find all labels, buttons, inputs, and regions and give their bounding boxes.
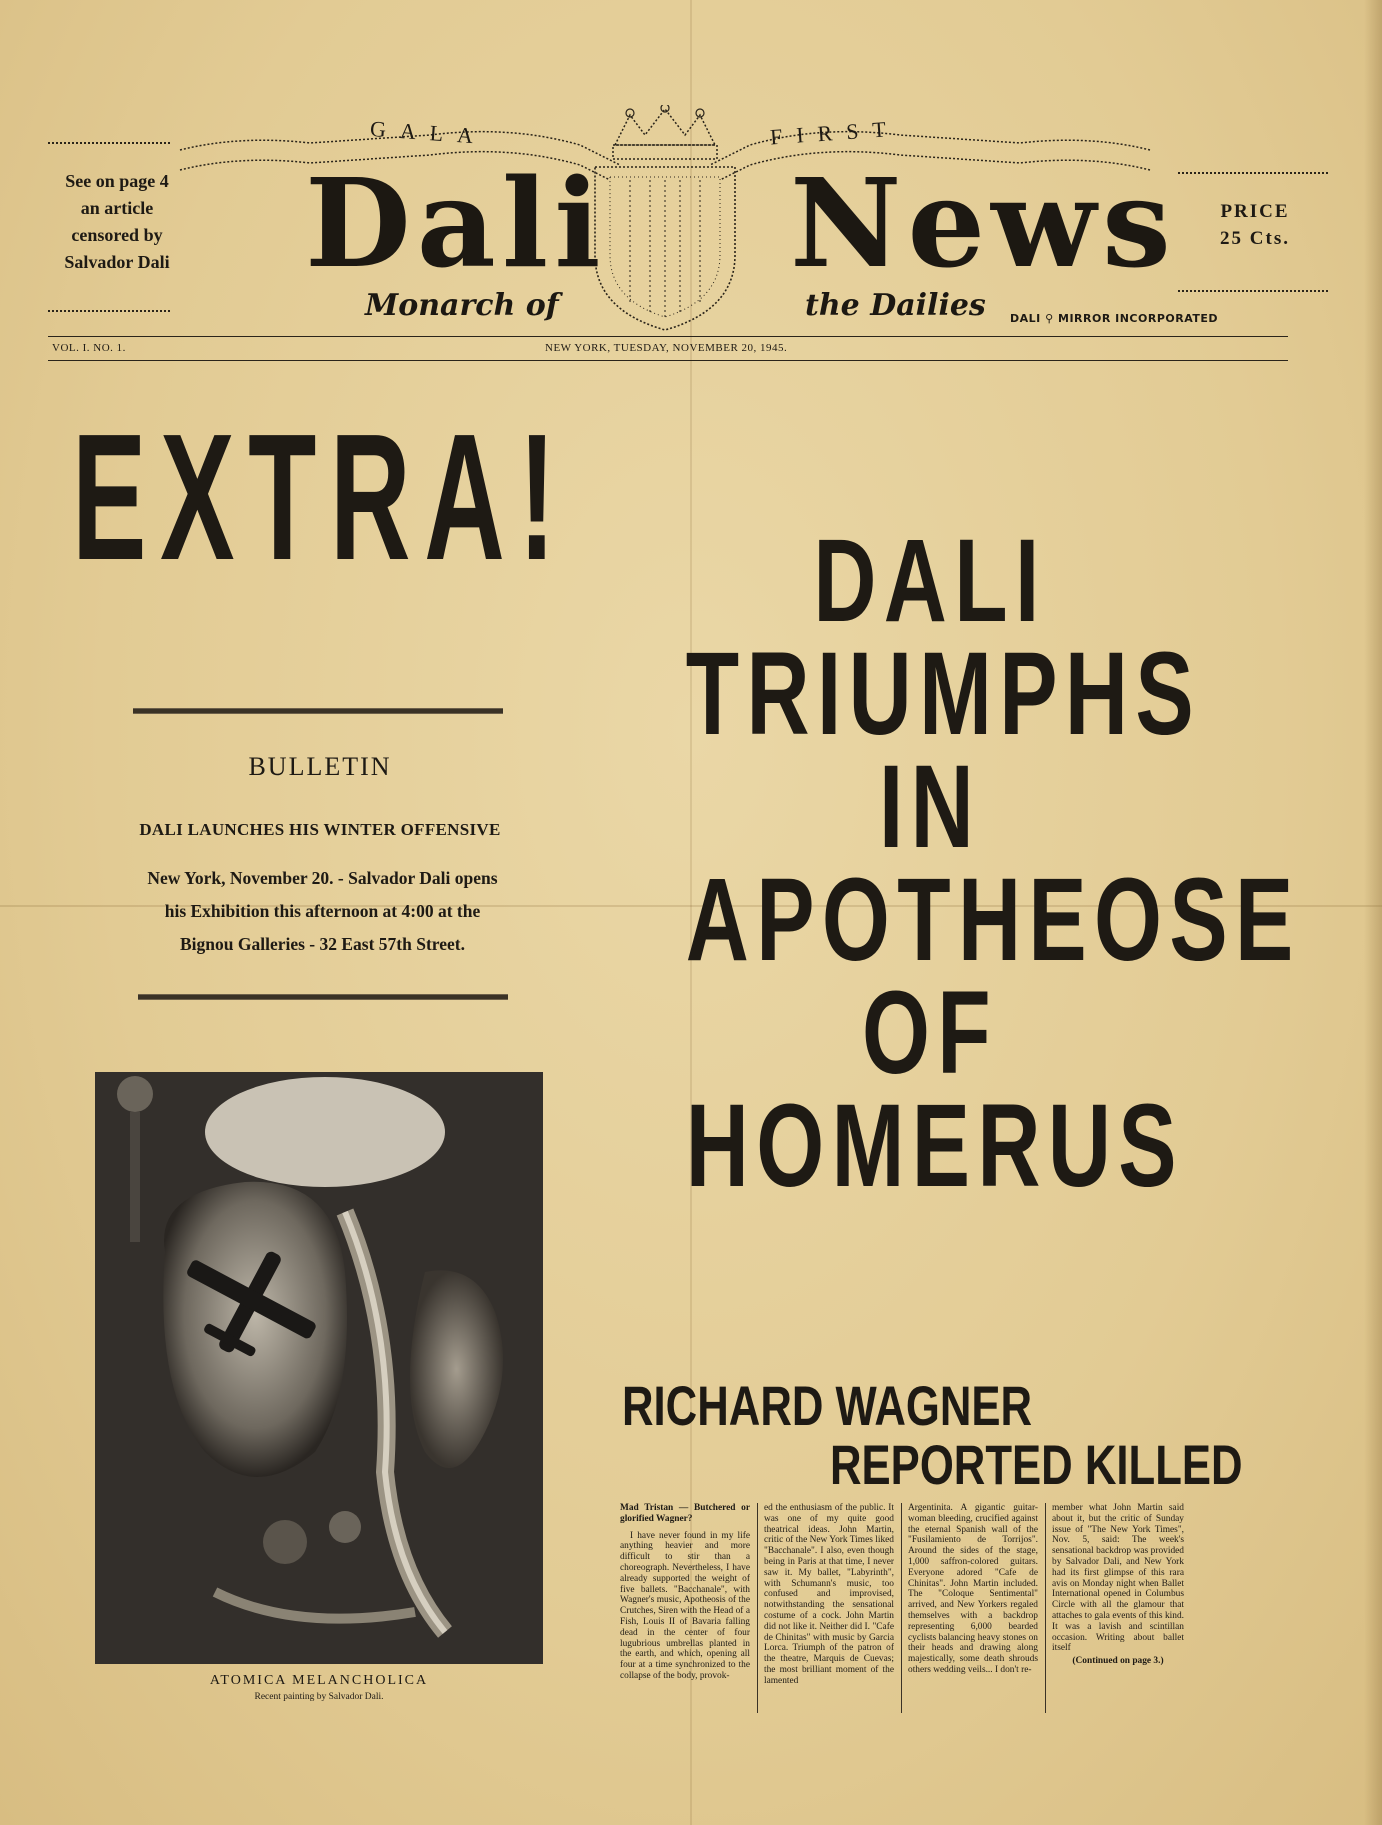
article-text: Argentinita. A gigantic guitar-woman bleeding, crucified against the eternal Spanish wall of the "Fusilamiento de Torrijos". Around the sides of the stage, 1,000 saffron-colored guitars. Everyone adored "Cafe de Chinitas". John Martin included. The "Coloque Sentimental" arrived, and New Yorkers regaled themselves with a backdrop representing 6,000 bearded cyclists balancing heavy stones on their heads and drawing along majestically, some death shrouds others wedding veils... I don't re- [908,1503,1038,1675]
headline-line: IN [878,741,982,873]
left-note-top-rule [48,142,170,144]
title-dali: Dali [305,151,607,295]
publisher-dali: DALI [1010,312,1041,325]
title-news: News [790,151,1177,295]
article-lead: Mad Tristan — Butchered or glorified Wagner? [620,1503,750,1524]
price-value: 25 Cts. [1220,228,1290,249]
left-note-line: See on page 4 [65,171,169,191]
article-column-2 [764,1503,894,1718]
bulletin-line: New York, November 20. - Salvador Dali opens [147,868,498,888]
main-headline [600,515,1301,1212]
column-rule [1045,1503,1046,1713]
left-note-line: Salvador Dali [64,252,170,272]
article-column-1 [620,1503,750,1718]
headline-line: TRIUMPHS [685,628,1202,760]
column-rule [757,1503,758,1713]
publisher-name: MIRROR INCORPORATED [1058,312,1219,325]
article-columns [620,1503,1334,1718]
continued-note: (Continued on page 3.) [1072,1656,1164,1667]
article-column-3 [908,1503,1038,1718]
bulletin-line: his Exhibition this afternoon at 4:00 at the [164,901,481,921]
bulletin-bottom-rule [138,994,508,1000]
mirror-icon: ⚲ [1045,312,1054,325]
column-rule [901,1503,902,1713]
article-text: ed the enthusiasm of the public. It was one of my quite good theatrical ideas. John Martin, critic of the New York Times liked "Bacchanale". I also, even though being in Paris at that time, I never saw it. My ballet, "Labyrinth", with Schumann's music, too confused and improvised, notwithstanding the sensational costume of a cock. John Martin did not like it. Neither did I. "Cafe de Chinitas" with music by Garcia Lorca. Triumph of the patron of the theatre, Marquis de Cuevas; the most brilliant moment of the lamented [764,1503,894,1686]
price-top-rule [1178,172,1328,174]
bulletin-body [130,862,515,961]
painting-caption-subtitle: Recent painting by Salvador Dali. [254,1692,384,1702]
bulletin-line: Bignou Galleries - 32 East 57th Street. [179,934,465,954]
subheadline-line-1: RICHARD WAGNER [622,1374,1033,1437]
bulletin-title: BULLETIN [248,752,392,781]
price-box [1180,198,1330,252]
masthead-rule-top [48,336,1288,337]
article-text: I have never found in my life anything heavier and more difficult to stir than a choreograph. Nevertheless, I have already supported the weight of five ballets. "Bacchanale", with Wagner's music, Apotheosis of the Crutches, Siren with the Head of a Fish, Louis II of Bavaria falling dead in the center of four lugubrious umbrellas planted in the earth, and which, opening all four at a time synchronized to the collapse of the body, provok- [620,1530,750,1681]
subheadline-line-2: REPORTED KILLED [830,1433,1243,1496]
headline-line: APOTHEOSE [685,854,1301,986]
extra-headline: EXTRA! [72,397,570,598]
article-column-4 [1052,1503,1184,1718]
ribbon-label-gala: GALA [369,115,488,150]
paper-edge [1364,0,1382,1825]
left-note-line: censored by [71,225,163,245]
subtitle-monarch: Monarch of [365,288,559,323]
headline-line: DALI [813,515,1047,647]
painting-image [95,1072,543,1664]
ribbon-label-first: FIRST [769,115,901,150]
masthead-rule-bottom [48,360,1288,361]
headline-line: HOMERUS [685,1080,1184,1212]
headline-line: OF [861,967,999,1099]
bulletin-heading: DALI LAUNCHES HIS WINTER OFFENSIVE [139,820,501,839]
volume-label: VOL. I. NO. 1. [52,342,126,354]
article-text: member what John Martin said about it, but the critic of Sunday issue of "The New York Times", Nov. 5, said: The week's sensational backdrop was provided by Salvador Dali, and New York had its first glimpse of this rara avis on Monday night when Ballet International opened in Columbus Circle with all the glamour that attaches to gala events of this kind. It was a lavish and scintillan occasion. Writing about ballet itself [1052,1503,1184,1654]
left-note-line: an article [80,198,154,218]
publisher-label [1010,312,1218,325]
left-note-bottom-rule [48,310,170,312]
dateline: NEW YORK, TUESDAY, NOVEMBER 20, 1945. [545,342,788,354]
painting-illustration [95,1072,543,1664]
subtitle-dailies: the Dailies [805,288,986,323]
price-bottom-rule [1178,290,1328,292]
price-label: PRICE [1220,201,1290,222]
painting-caption-title: ATOMICA MELANCHOLICA [209,1673,429,1688]
bulletin-top-rule [133,708,503,714]
